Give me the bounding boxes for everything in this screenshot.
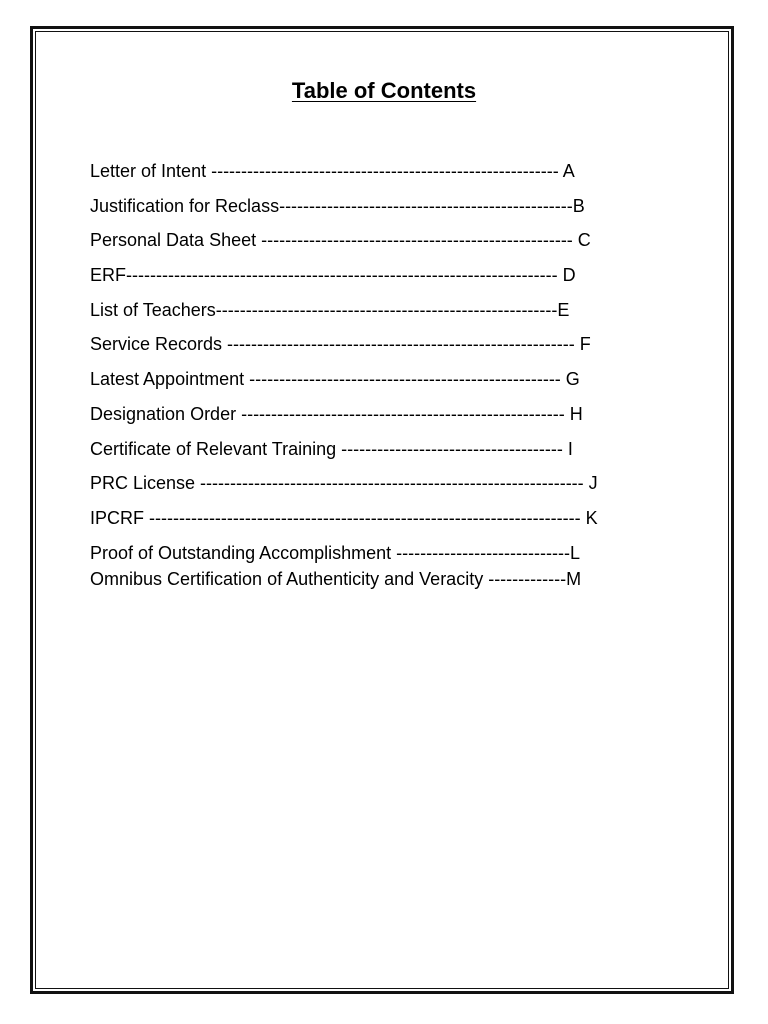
toc-entry-service-records: Service Records ---------------------------------------------------------- F [90,334,591,355]
toc-list [90,160,598,602]
toc-entry-list-of-teachers: List of Teachers---------------------------------------------------------E [90,299,570,320]
toc-entry-proof-accomplishment: Proof of Outstanding Accomplishment -----------------------------L [90,542,580,563]
toc-entry-erf: ERF------------------------------------------------------------------------ D [90,265,576,286]
toc-entry-justification: Justification for Reclass-------------------------------------------------B [90,195,585,216]
toc-entry-certificate-training: Certificate of Relevant Training ------------------------------------- I [90,438,573,459]
page-title: Table of Contents [291,78,477,103]
toc-entry-personal-data-sheet: Personal Data Sheet ---------------------------------------------------- C [90,230,591,251]
toc-entry-letter-of-intent: Letter of Intent ---------------------------------------------------------- A [90,161,575,181]
toc-entry-designation-order: Designation Order ------------------------------------------------------ H [90,403,583,424]
toc-entry-ipcrf: IPCRF ------------------------------------------------------------------------ K [90,507,598,528]
toc-entry-latest-appointment: Latest Appointment ---------------------------------------------------- G [90,369,580,390]
toc-entry-prc-license: PRC License ---------------------------------------------------------------- J [90,473,598,494]
toc-entry-omnibus-certification: Omnibus Certification of Authenticity and Veracity -------------M [90,568,582,589]
